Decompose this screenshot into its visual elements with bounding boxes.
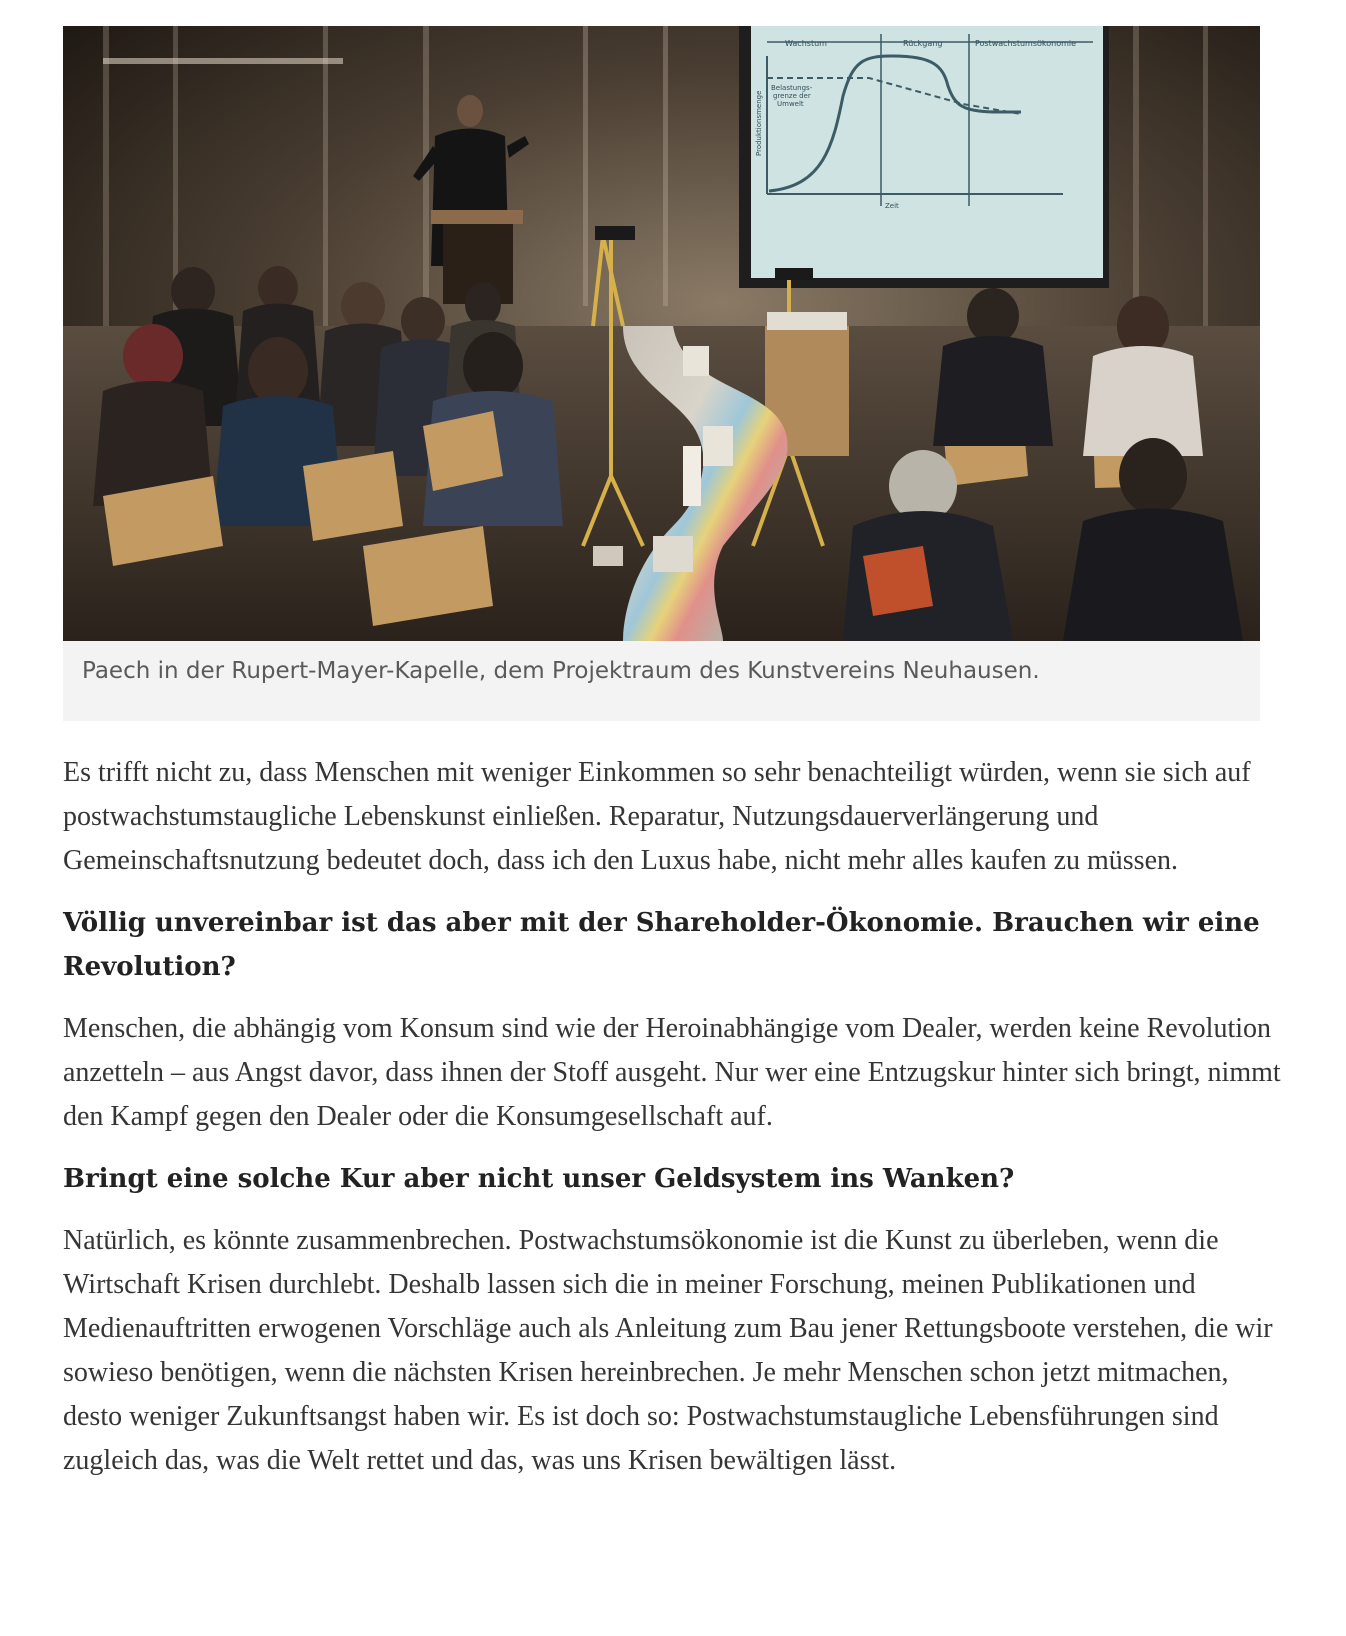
ceiling-lamp: [103, 58, 343, 64]
exhibit-object: [683, 446, 701, 506]
slide-label-post: Postwachstumsökonomie: [975, 39, 1077, 48]
exhibit-object: [593, 546, 623, 566]
article: [63, 0, 1293, 1501]
article-figure: [63, 26, 1260, 721]
exhibit-object: [683, 346, 709, 376]
slide-label-limit-1: Belastungs-: [771, 84, 813, 92]
slide-label-limit-2: grenze der: [773, 92, 811, 100]
interview-question-1: Völlig unvereinbar ist das aber mit der Shareholder-Ökonomie. Brauchen wir eine Revolution?: [63, 908, 1260, 982]
projector: [767, 312, 847, 330]
exhibit-object: [703, 426, 733, 466]
slide-y-axis: Produktionsmenge: [755, 90, 763, 156]
answer-paragraph-1: Es trifft nicht zu, dass Menschen mit weniger Einkommen so sehr benachteiligt würden, wenn sie sich auf postwachstumstaugliche Lebenskunst einließen. Reparatur, Nutzungsdauerverlängerung und Gemeinschaftsnutzung bedeutet doch, dass ich den Luxus habe, nicht mehr alles kaufen zu müssen.: [63, 757, 1251, 876]
interview-question-2: Bringt eine solche Kur aber nicht unser Geldsystem ins Wanken?: [63, 1164, 1015, 1194]
lecture-photo-illustration: [63, 26, 1260, 641]
camera-left: [595, 226, 635, 240]
article-body: [63, 751, 1293, 1483]
projection-screen: [739, 26, 1109, 288]
slide-label-limit-3: Umwelt: [777, 100, 804, 108]
slide-label-growth: Wachstum: [785, 39, 827, 48]
image-caption: Paech in der Rupert-Mayer-Kapelle, dem Projektraum des Kunstvereins Neuhausen.: [63, 641, 1260, 721]
lecture-photo[interactable]: [63, 26, 1260, 641]
slide-x-axis: Zeit: [885, 202, 899, 210]
exhibit-object: [653, 536, 693, 572]
answer-paragraph-3: Natürlich, es könnte zusammenbrechen. Postwachstumsökonomie ist die Kunst zu überleben, wenn die Wirtschaft Krisen durchlebt. Deshalb lassen sich die in meiner Forschung, meinen Publikationen und Medienauftritten erwogenen Vorschläge auch als Anleitung zum Bau jener Rettungsboote verstehen, die wir sowieso benötigen, wenn die nächsten Krisen hereinbrechen. Je mehr Menschen schon jetzt mitmachen, desto weniger Zukunftsangst haben wir. Es ist doch so: Postwachstumstaugliche Lebensführungen sind zugleich das, was die Welt rettet und das, was uns Krisen bewältigen lässt.: [63, 1225, 1273, 1476]
camera-right: [775, 268, 813, 280]
answer-paragraph-2: Menschen, die abhängig vom Konsum sind wie der Heroinabhängige vom Dealer, werden keine Revolution anzetteln – aus Angst davor, dass ihnen der Stoff ausgeht. Nur wer eine Entzugskur hinter sich bringt, nimmt den Kampf gegen den Dealer oder die Konsumgesellschaft auf.: [63, 1013, 1281, 1132]
slide-label-decline: Rückgang: [903, 39, 943, 48]
lectern-top: [431, 210, 523, 224]
